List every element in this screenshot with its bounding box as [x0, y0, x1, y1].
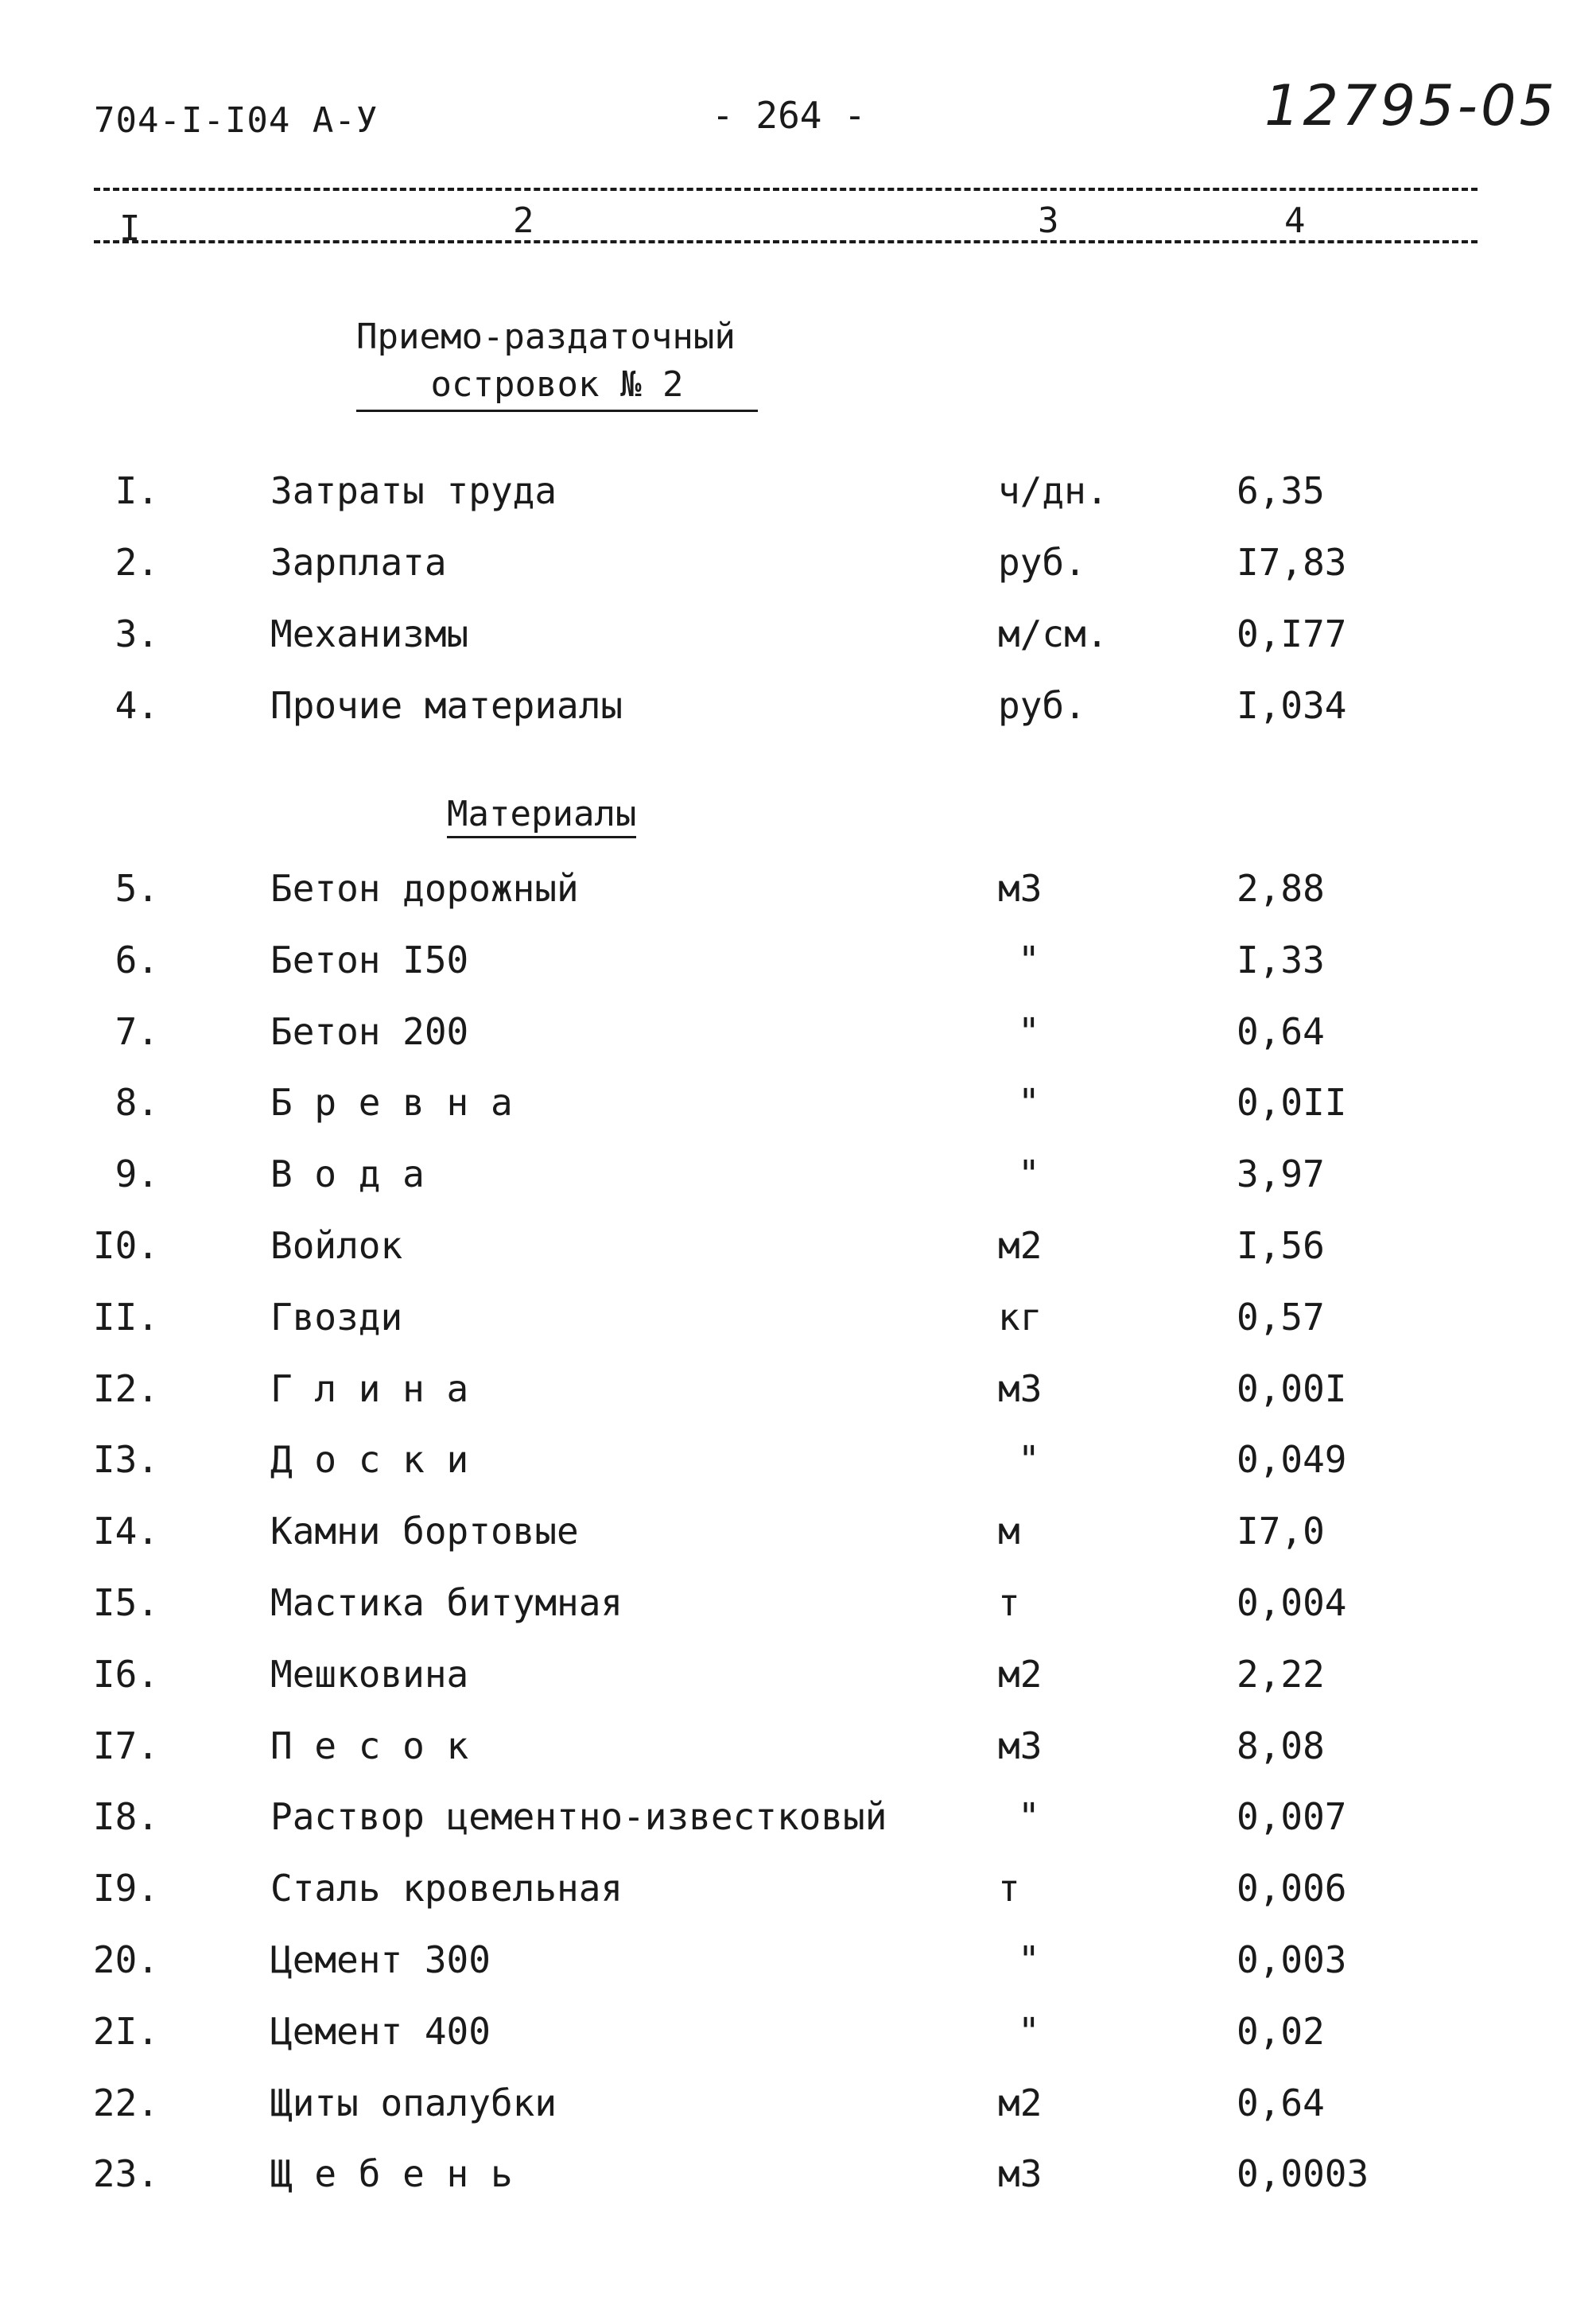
row-name: Затраты труда	[270, 469, 557, 512]
document-code: 704-I-I04 А-У	[94, 100, 379, 141]
row-name: Механизмы	[270, 612, 469, 655]
row-unit: "	[1018, 2009, 1040, 2053]
row-unit: "	[1018, 1938, 1040, 1981]
row-value: 6,35	[1237, 469, 1325, 512]
row-unit: м3	[998, 867, 1043, 910]
page-number: - 264 -	[712, 94, 866, 137]
row-number: I8.	[92, 1795, 159, 1839]
row-unit: м2	[998, 2081, 1043, 2124]
row-number: I7.	[92, 1724, 159, 1767]
row-name: Прочие материалы	[270, 684, 623, 727]
row-number: I0.	[92, 1224, 159, 1267]
row-value: 2,88	[1237, 867, 1325, 910]
row-name: П е с о к	[270, 1724, 469, 1767]
row-unit: т	[998, 1867, 1020, 1910]
row-name: Мешковина	[270, 1652, 469, 1696]
row-value: 0,0003	[1237, 2152, 1369, 2196]
row-number: 3.	[115, 612, 159, 655]
row-unit: м3	[998, 2152, 1043, 2196]
row-number: I2.	[92, 1366, 159, 1410]
row-number: I3.	[92, 1438, 159, 1482]
row-value: I7,0	[1237, 1510, 1325, 1553]
section-title-line1: Приемо-раздаточный	[356, 317, 736, 357]
row-name: Бетон I50	[270, 938, 469, 981]
row-unit: м2	[998, 1652, 1043, 1696]
row-number: 4.	[115, 684, 159, 727]
row-unit: м2	[998, 1224, 1043, 1267]
row-unit: руб.	[998, 541, 1086, 584]
row-unit: "	[1018, 1438, 1040, 1482]
row-number: I5.	[92, 1581, 159, 1624]
row-name: Сталь кровельная	[270, 1867, 623, 1910]
row-value: I,33	[1237, 938, 1325, 981]
row-value: I7,83	[1237, 541, 1347, 584]
row-unit: "	[1018, 1152, 1040, 1196]
row-number: 23.	[92, 2152, 159, 2196]
row-unit: м	[998, 1510, 1020, 1553]
row-value: 0,64	[1237, 1009, 1325, 1053]
row-number: 20.	[92, 1938, 159, 1981]
row-value: 8,08	[1237, 1724, 1325, 1767]
column-number-1: I	[119, 208, 141, 249]
row-value: 0,0II	[1237, 1081, 1347, 1125]
row-value: 2,22	[1237, 1652, 1325, 1696]
row-unit: "	[1018, 1795, 1040, 1839]
row-name: Д о с к и	[270, 1438, 469, 1482]
section-title-line2: островок № 2	[356, 364, 758, 412]
row-unit: м3	[998, 1724, 1043, 1767]
row-value: 0,I77	[1237, 612, 1347, 655]
row-number: I9.	[92, 1867, 159, 1910]
column-number-2: 2	[513, 200, 534, 241]
row-name: Зарплата	[270, 541, 447, 584]
row-name: Щиты опалубки	[270, 2081, 557, 2124]
dashed-rule-top	[94, 188, 1478, 191]
row-value: 0,006	[1237, 1867, 1347, 1910]
row-unit: м/см.	[998, 612, 1109, 655]
row-number: I4.	[92, 1510, 159, 1553]
row-number: I.	[115, 469, 159, 512]
row-name: Мастика битумная	[270, 1581, 623, 1624]
row-number: 6.	[115, 938, 159, 981]
row-name: Камни бортовые	[270, 1510, 579, 1553]
row-value: 0,00I	[1237, 1366, 1347, 1410]
row-number: 22.	[92, 2081, 159, 2124]
row-unit: "	[1018, 1009, 1040, 1053]
row-name: В о д а	[270, 1152, 425, 1196]
row-name: Гвозди	[270, 1295, 403, 1339]
column-number-3: 3	[1038, 200, 1059, 241]
row-value: 0,007	[1237, 1795, 1347, 1839]
row-number: 7.	[115, 1009, 159, 1053]
row-number: I6.	[92, 1652, 159, 1696]
row-name: Щ е б е н ь	[270, 2152, 513, 2196]
row-unit: кг	[998, 1295, 1043, 1339]
row-name: Цемент 400	[270, 2009, 491, 2053]
registration-number: 12795-05	[1264, 73, 1559, 138]
row-name: Бетон дорожный	[270, 867, 579, 910]
row-name: Цемент 300	[270, 1938, 491, 1981]
row-name: Раствор цементно-известковый	[270, 1795, 887, 1839]
row-name: Бетон 200	[270, 1009, 469, 1053]
row-number: 5.	[115, 867, 159, 910]
row-unit: т	[998, 1581, 1020, 1624]
row-unit: "	[1018, 938, 1040, 981]
row-unit: руб.	[998, 684, 1086, 727]
row-number: II.	[92, 1295, 159, 1339]
row-value: 0,57	[1237, 1295, 1325, 1339]
row-name: Войлок	[270, 1224, 403, 1267]
row-value: 0,003	[1237, 1938, 1347, 1981]
column-number-4: 4	[1284, 200, 1306, 241]
row-unit: м3	[998, 1366, 1043, 1410]
row-name: Г л и н а	[270, 1366, 469, 1410]
row-unit: ч/дн.	[998, 469, 1109, 512]
dashed-rule-bottom	[94, 240, 1478, 243]
row-value: 3,97	[1237, 1152, 1325, 1196]
row-value: 0,02	[1237, 2009, 1325, 2053]
row-value: 0,049	[1237, 1438, 1347, 1482]
row-number: 2.	[115, 541, 159, 584]
row-value: 0,64	[1237, 2081, 1325, 2124]
row-number: 8.	[115, 1081, 159, 1125]
row-value: 0,004	[1237, 1581, 1347, 1624]
row-number: 9.	[115, 1152, 159, 1196]
row-name: Б р е в н а	[270, 1081, 513, 1125]
row-value: I,56	[1237, 1224, 1325, 1267]
row-number: 2I.	[92, 2009, 159, 2053]
row-unit: "	[1018, 1081, 1040, 1125]
row-value: I,034	[1237, 684, 1347, 727]
materials-heading: Материалы	[447, 794, 636, 838]
